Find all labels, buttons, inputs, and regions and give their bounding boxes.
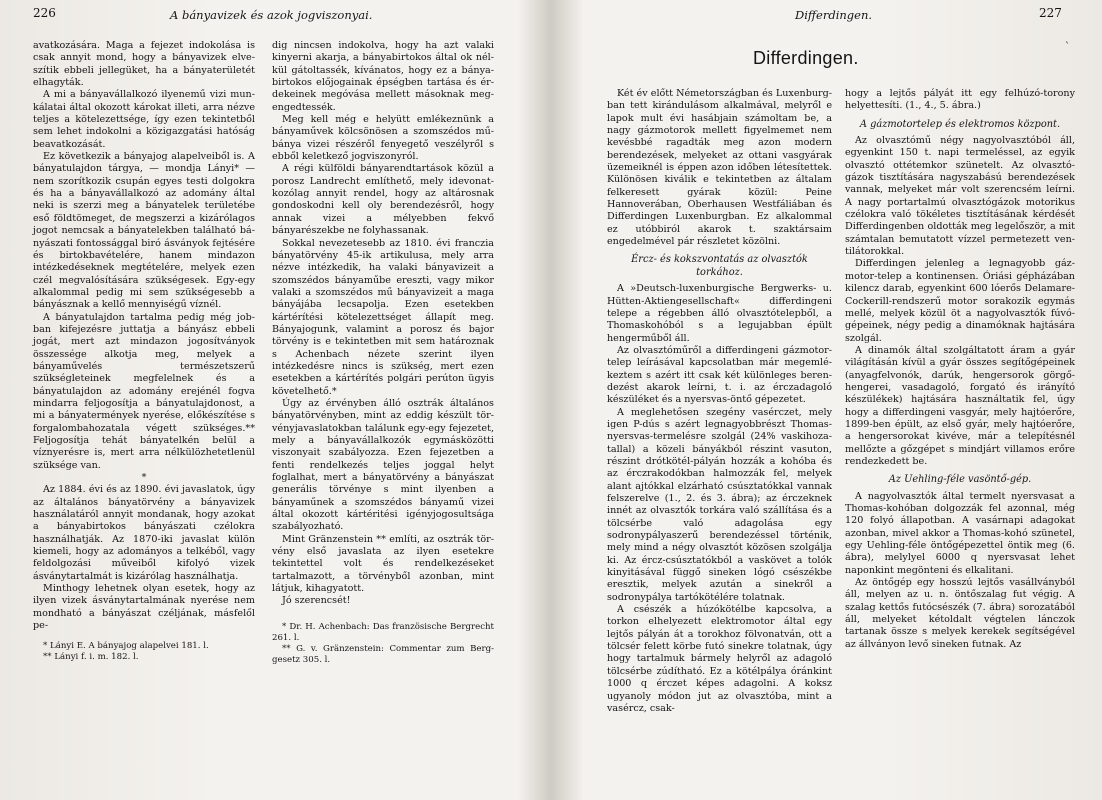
paragraph: Az öntőgép egy hosszú lejtős vasállványból áll, melyen az u. n. öntőszalag fut végig. A szalag kettős futócsészék (7. ábra) sorozatából áll, melyeket kétoldalt végtelen lánczok tartanak össze s melyek kerekek segítségével az állványon levő sineken futnak. Az xyxy=(845,577,1075,650)
paragraph: Úgy az érvényben álló osztrák általános bányatörvényben, mint az eddig készült törvényjavaslatokban találunk egy-egy fejezetet, mely a bányavállalkozók egymásközötti viszonyait szabályozza. Ezen fejezetben a fenti rendelkezés teljes joggal helyt foglalhat, mert a bányatörvény a bányászat generális törvénye s mint ilyenben a bányaműnek a szomszédos bányamű vizei által okozott kártéritési igényjogosultsága szabályozható. xyxy=(272,397,494,533)
footnote: ** G. v. Gränzenstein: Commentar zum Berggesetz 305. l. xyxy=(272,643,494,665)
paragraph: Mint Gränzenstein ** említi, az osztrák törvény első javaslata az ilyen esetekre tekintettel volt és rendelkezéseket tartalmazott, a törvényből azonban, mint látjuk, kihagyatott. xyxy=(272,533,494,595)
paragraph: Differdingen jelenleg a legnagyobb gázmotor-telep a kontinensen. Óriási gépházában kilencz darab, egyenkint 600 lóerős Delamare-Cockerill-rendszerű motor sorakozik egymás mellé, melyek közül öt a nagyolvasztók fúvógépeinek, négy pedig a dinamóknak hajtására szolgál. xyxy=(845,258,1075,344)
closing-salutation: Jó szerencsét! xyxy=(282,595,351,607)
paragraph: A régi külföldi bányarendtartások közül a porosz Landrecht említhető, mely idevonatkozólag annyit rendel, hogy az altárosnak gondoskodni kell oly berendezésről, hogy annak vizei a mélyebben fekvő bányarészekbe ne folyhassanak. xyxy=(272,163,494,237)
page-number-right: 227 xyxy=(1039,6,1062,20)
paragraph: A csészék a húzókötélbe kapcsolva, a torkon elhelyezett elektromotor által egy lejtős pályán át a torokhoz fölvonatván, ott a tölcsér felett körbe futó sinekre tolatnak, úgy hogy tartalmuk bármely helyről az adagoló tölcsérbe zúdítható. Ez a kötélpálya óránkint 1000 q érczet képes adagolni. A koksz ugyanoly módon jut az olvasztóba, mint a vasércz, csak- xyxy=(607,604,832,714)
paragraph: Az olvasztóműről a differdingeni gázmotortelep leírásával kapcsolatban már megemlékeztem s azért itt csak két különleges berendezést akarok leírni, t. i. az érczadagoló készüléket és a nyersvas-öntő gépezetet. xyxy=(607,344,832,406)
section-heading: Ércz- és kokszvontatás az olvasztók torkához. xyxy=(631,254,808,278)
paragraph: A nagyolvasztók által termelt nyersvasat a Thomas-kohóban dolgozzák fel azonnal, még 120 folyó állapotban. A vasárnapi adagokat azonban, mivel akkor a Thomas-kohó szünetel, egy Uehling-féle öntőgépezettel öntik meg (6. ábra), melylyel 6000 q nyersvasat lehet naponkint megönteni és elkalitani. xyxy=(845,490,1075,576)
left-page-column-2 xyxy=(272,40,494,666)
left-page xyxy=(0,0,545,800)
paragraph: dig nincsen indokolva, hogy ha azt valaki kinyerni akarja, a bányabirtokos által ok nélkül gátoltassék, kívánatos, hogy ez a bányabirtokos előjogainak épségben tartása és érdekeinek megóvása mellett másoknak megengedtessék. xyxy=(272,40,494,113)
footnote: * Dr. H. Achenbach: Das französische Bergrecht 261. l. xyxy=(272,621,494,643)
paragraph: Az olvasztómű négy nagyolvasztóból áll, egyenkint 150 t. napi termeléssel, az egyik olvasztó ottétemkor szünetelt. Az olvasztógázok tisztítására nagyszabású berendezések vannak, melyeket már volt szerencsém leírni. A nagy portartalmú olvasztógázok motorikus czélokra való tökéletes tisztításának kérdését Differdingenben oldották meg legelőször, a mit számtalan bemutatott vízzel permetezett ventilátorokkal. xyxy=(845,135,1075,258)
paragraph: Ez következik a bányajog alapelveiből is. A bányatulajdon tárgya, — mondja Lányi* — nem szorítkozik csupán egyes testi dolgokra és ha a bányavállalkozó az adomány által neki is szerzi meg a bányatelek területébe eső földtömeget, de megszerzi a kizárólagos jogot nemcsak a bányatelekben található bányászati fontossággal biró ásványok fejtésére és birtokbavételére, hanem mindazon intézkedéseknek megtételére, melyek ezen czél megvalósítására szükségesek. Egy-egy alkalommal pedig mi sem szükségesebb a bányásznak a kellő mennyiségű víznél. xyxy=(33,151,255,311)
footnote: * Lányi E. A bányajog alapelvei 181. l. xyxy=(43,640,209,651)
paragraph: A meglehetősen szegény vasérczet, mely igen P-dús s azért legnagyobbrészt Thomasnyersvas-termelésre szolgál (24% vaskihozatallal) a közeli bányákból részint vasuton, részint drótkötél-pályán hozzák a kohóba és az érczrakodókban halmozzák fel, melyek alant ajtókkal elzárható csúsztatókkal vannak felszerelve (1., 2. és 3. ábra); az érczeknek innét az olvasztók torkára való szállítása és a tölcsérbe való adagolása egy sodronypályaszerű berendezéssel történik, mely mind a négy olvasztót közösen szolgálja ki. Az ércz-csúsztatókból a vaskövet a tolók kinyitásával függő sineken lógó csészékbe eresztik, melyek azután a sinekről a sodronypálya tartókötélére tolatnak. xyxy=(607,406,832,603)
right-page xyxy=(557,0,1102,800)
paragraph: hogy a lejtős pályát itt egy felhúzó-torony helyettesíti. (1., 4., 5. ábra.) xyxy=(845,88,1075,112)
footnotes-left-col xyxy=(33,641,255,663)
right-page-column-2 xyxy=(845,88,1075,651)
running-head-right xyxy=(795,8,872,22)
section-heading: Az Uehling-féle vasöntő-gép. xyxy=(888,474,1032,486)
footnotes-right-col xyxy=(272,622,494,666)
paragraph: Minthogy lehetnek olyan esetek, hogy az ilyen vizek ásványtartalmának nyerése nem mondható a bányászat czéljának, másfelől pe- xyxy=(33,583,255,632)
section-heading: A gázmotortelep és elektromos központ. xyxy=(859,118,1061,130)
running-head-left-title: A bányavizek és azok jogviszonyai. xyxy=(170,8,373,22)
paragraph: A »Deutsch-luxenburgische Bergwerks- u. Hütten-Aktiengesellschaft« differdingeni telepe a régebben álló olvasztótelepből, a Thomaskohóból s a legujabban épült hengerműből áll. xyxy=(607,283,832,344)
left-page-column-1 xyxy=(33,40,255,663)
paragraph: avatkozására. Maga a fejezet indokolása is csak annyit mond, hogy a bányavizek elveszítik ebbeli jellegüket, ha a bányaterületét elhagyták. xyxy=(33,40,255,89)
page-number-left: 226 xyxy=(33,6,56,20)
paragraph: Két év előtt Németországban és Luxenburgban tett kirándulásom alkalmával, melyről e lapok mult évi hasábjain számoltam be, a nagy gázmotorok mellett figyelmemet nem kevésbbé ragadták meg azon modern berendezések, melyeket az ottani vasgyárak üzemeiknél is éppen azon időben létesítettek. Különösen kiválik e tekintetben az általam felkeresett gyárak közül: Peine Hannoverában, Oberhausen Westfáliában és Differdingen Luxenburgban. Ez alkalommal ez utóbbiról akarok t. szaktársaim engedelmével pár részletet közölni. xyxy=(607,88,832,248)
right-page-column-1 xyxy=(607,88,832,715)
running-head-right-title: Differdingen. xyxy=(795,8,873,22)
paragraph: A dinamók által szolgáltatott áram a gyár világításán kívül a gyár összes segítőgépeinek (anyagfelvonók, darúk, hengersorok görgőhengerei, vasadagoló, forgató és irányító készülékek) hajtására használtatik fel, úgy hogy a differdingeni vasgyár, mely hajtóerőre, 1899-ben épült, az első gyár, mely hajtóerőre, a hengersorokat kivéve, már a telepítésnél mellőzte a gőzgépet s mindjárt villamos erőre rendezkedett be. xyxy=(845,344,1075,467)
paragraph: A bányatulajdon tartalma pedig még jobban kifejezésre juttatja a bányász ebbeli jogát, mert azt mindazon jogosítványok összessége alkotja meg, melyek a bányaművelés természetszerű szükségleteinek megfelelnek és a bányatulajdon az adomány erejénél fogva mindarra feljogosítja a bányatulajdonost, a mi a bányatermények nyerése, előkészítése s forgalombahozatala végett szükséges.** Feljogosítja tehát bányatelkén belül a víznyerésre is, mert arra nélkülözhetetlenül szüksége van. xyxy=(33,311,255,471)
running-head-left xyxy=(170,8,372,22)
paragraph: Az 1884. évi és az 1890. évi javaslatok, úgy az általános bányatörvény a bányavizek használatáról annyit mondanak, hogy azokat a bányabirtokos bányászati czélokra használhatják. Az 1870-iki javaslat külön kiemeli, hogy az adományos a telkéből, vagy feldolgozási műveiből kifolyó vizek ásványtartalmát is kizárólag használhatja. xyxy=(33,484,255,582)
paragraph: Meg kell még e helyütt emlékeznünk a bányaművek kölcsönösen a szomszédos műbánya vizei részéről fenyegető veszélyről s ebből keletkező jogviszonyról. xyxy=(272,114,494,163)
footnote: ** Lányi f. i. m. 182. l. xyxy=(43,651,139,662)
page-mark: ˋ xyxy=(1065,42,1070,53)
paragraph: A mi a bányavállalkozó ilyenemű vizi munkálatai által okozott károkat illeti, arra nézve teljes a kötelezettsége, így ezen tekintetből sem lehet indokolni a közigazgatási hatóság beavatkozását. xyxy=(33,89,255,150)
section-separator: * xyxy=(141,472,147,484)
chapter-title: Differdingen. xyxy=(753,48,859,68)
paragraph: Sokkal nevezetesebb az 1810. évi franczia bányatörvény 45-ik artikulusa, mely arra nézve intézkedik, ha valaki bányavizeit a szomszédos bányaműbe ereszti, vagy mikor valaki a szomszédos mű bányavizeit a maga bányájába lecsapolja. Ezen esetekben kártérítési kötelezettséget állapít meg. Bányajogunk, valamint a porosz és bajor törvény is e tekintetben mit sem határoznak s Achenbach nézete szerint ilyen intézkedésre nincs is szükség, mert ezen esetekben a kártérítés polgári perúton ügyis követelhető.* xyxy=(272,237,494,397)
